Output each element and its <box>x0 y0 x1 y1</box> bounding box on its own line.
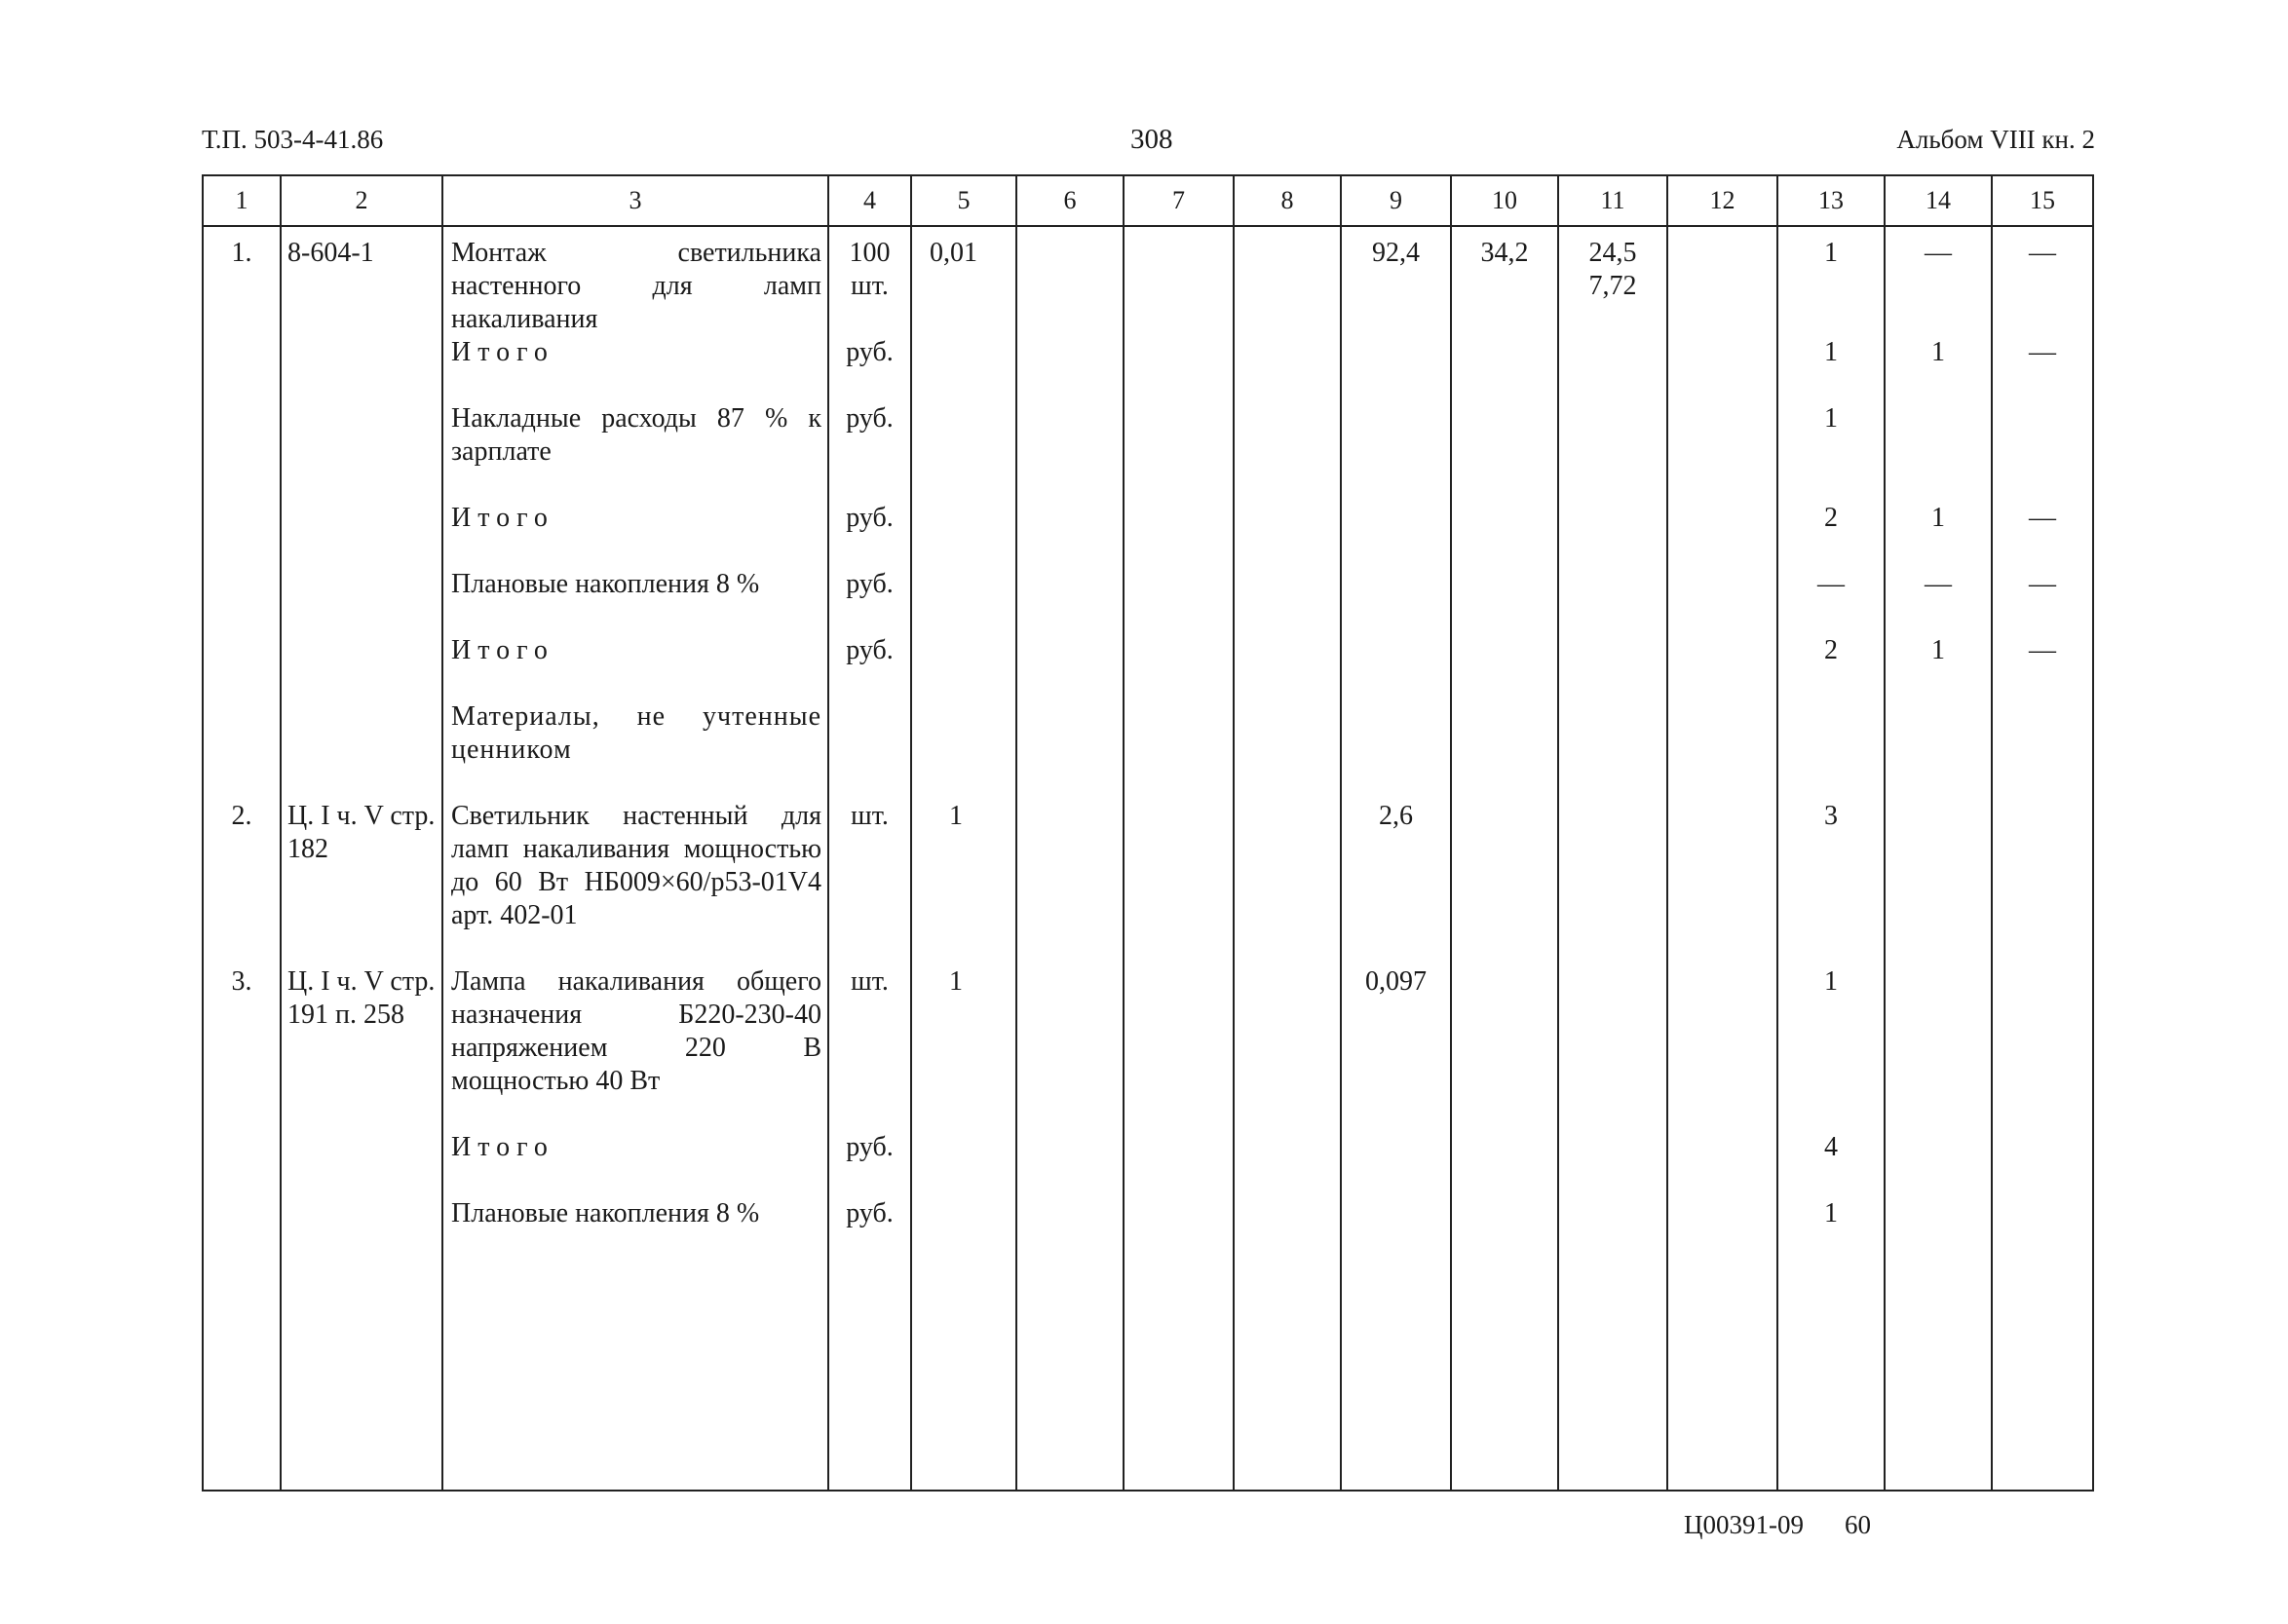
table-row <box>204 700 2092 800</box>
unit: руб. <box>828 336 911 402</box>
unit: руб. <box>828 568 911 634</box>
total-wage: — <box>1885 568 1992 634</box>
material-description: Светильник настенный для ламп накаливания мощностью до 60 Вт НБ009×60/р53-01V4 арт. 402-01 <box>442 800 828 965</box>
unit-cost: 2,6 <box>1341 800 1451 965</box>
column-header: 11 <box>1558 176 1667 226</box>
column-header: 5 <box>911 176 1016 226</box>
table-row <box>204 965 2092 1131</box>
planned-savings-label: Плановые накопления 8 % <box>442 568 828 634</box>
column-number-row <box>204 176 2092 226</box>
table-row <box>204 336 2092 402</box>
row-number: 3. <box>231 966 252 997</box>
footer-page-number: 60 <box>1845 1510 1871 1539</box>
materials-heading: Материалы, не учтенные ценником <box>442 700 828 800</box>
quantity: 1 <box>911 800 1016 965</box>
subtotal-label: Итого <box>442 336 828 402</box>
total-cost: 2 <box>1777 634 1885 700</box>
column-header: 4 <box>828 176 911 226</box>
row-number: 2. <box>231 801 252 831</box>
unit: руб. <box>828 502 911 568</box>
column-header: 8 <box>1234 176 1341 226</box>
column-header: 7 <box>1124 176 1234 226</box>
total-wage: 1 <box>1885 502 1992 568</box>
subtotal-label: Итого <box>442 502 828 568</box>
price-reference: Ц. I ч. V стр. 191 п. 258 <box>281 965 442 1131</box>
column-header: 6 <box>1016 176 1124 226</box>
machine-cost: 24,5 7,72 <box>1558 226 1667 336</box>
subtotal-label: Итого <box>442 634 828 700</box>
total-cost: 1 <box>1777 226 1885 336</box>
total-cost: 1 <box>1777 965 1885 1131</box>
unit-cost: 0,097 <box>1341 965 1451 1131</box>
empty-cell <box>1016 226 1124 336</box>
empty-row <box>204 1264 2092 1490</box>
column-header: 15 <box>1992 176 2092 226</box>
table-row <box>204 502 2092 568</box>
unit: руб. <box>828 634 911 700</box>
table-row <box>204 1197 2092 1264</box>
album-label: Альбом VIII кн. 2 <box>1896 125 2095 154</box>
quantity: 1 <box>911 965 1016 1131</box>
price-reference: Ц. I ч. V стр. 182 <box>281 800 442 965</box>
subtotal-label: Итого <box>442 1131 828 1197</box>
table-row <box>204 800 2092 965</box>
total-machine: — <box>1992 502 2092 568</box>
total-machine: — <box>1992 634 2092 700</box>
planned-savings-label: Плановые накопления 8 % <box>442 1197 828 1264</box>
table-row <box>204 634 2092 700</box>
empty-cell <box>1124 226 1234 336</box>
row-number: 1. <box>231 238 252 268</box>
table-row <box>204 402 2092 502</box>
total-cost: 1 <box>1777 402 1885 502</box>
column-header: 2 <box>281 176 442 226</box>
total-cost: 4 <box>1777 1131 1885 1197</box>
total-cost: 1 <box>1777 336 1885 402</box>
work-description: Монтаж светильника настенного для ламп накаливания <box>442 226 828 336</box>
total-cost: 3 <box>1777 800 1885 965</box>
unit: шт. <box>828 800 911 965</box>
total-wage: 1 <box>1885 634 1992 700</box>
total-cost: — <box>1777 568 1885 634</box>
document-code: Т.П. 503-4-41.86 <box>202 125 384 154</box>
column-header: 14 <box>1885 176 1992 226</box>
quantity: 0,01 <box>911 226 1016 336</box>
unit: руб. <box>828 402 911 502</box>
total-wage: 1 <box>1885 336 1992 402</box>
column-header: 13 <box>1777 176 1885 226</box>
overhead-label: Накладные расходы 87 % к зарплате <box>442 402 828 502</box>
total-machine: — <box>1992 226 2092 336</box>
unit: 100 шт. <box>828 226 911 336</box>
unit-cost: 92,4 <box>1341 226 1451 336</box>
footer-code: Ц00391-09 <box>1684 1510 1804 1539</box>
total-machine: — <box>1992 336 2092 402</box>
table-row <box>204 1131 2092 1197</box>
column-header: 1 <box>204 176 281 226</box>
total-wage: — <box>1885 226 1992 336</box>
unit: руб. <box>828 1197 911 1264</box>
total-machine: — <box>1992 568 2092 634</box>
wage-cost: 34,2 <box>1451 226 1558 336</box>
empty-cell <box>1667 226 1777 336</box>
empty-cell <box>1234 226 1341 336</box>
column-header: 3 <box>442 176 828 226</box>
column-header: 9 <box>1341 176 1451 226</box>
unit: руб. <box>828 1131 911 1197</box>
table-row <box>204 568 2092 634</box>
column-header: 12 <box>1667 176 1777 226</box>
material-description: Лампа накаливания общего назначения Б220-230-40 напряжением 220 В мощностью 40 Вт <box>442 965 828 1131</box>
rate-code: 8-604-1 <box>281 226 442 336</box>
total-cost: 1 <box>1777 1197 1885 1264</box>
column-header: 10 <box>1451 176 1558 226</box>
total-cost: 2 <box>1777 502 1885 568</box>
estimate-table <box>202 174 2094 1492</box>
unit: шт. <box>828 965 911 1131</box>
table-row <box>204 226 2092 336</box>
page-number: 308 <box>1130 124 1173 155</box>
